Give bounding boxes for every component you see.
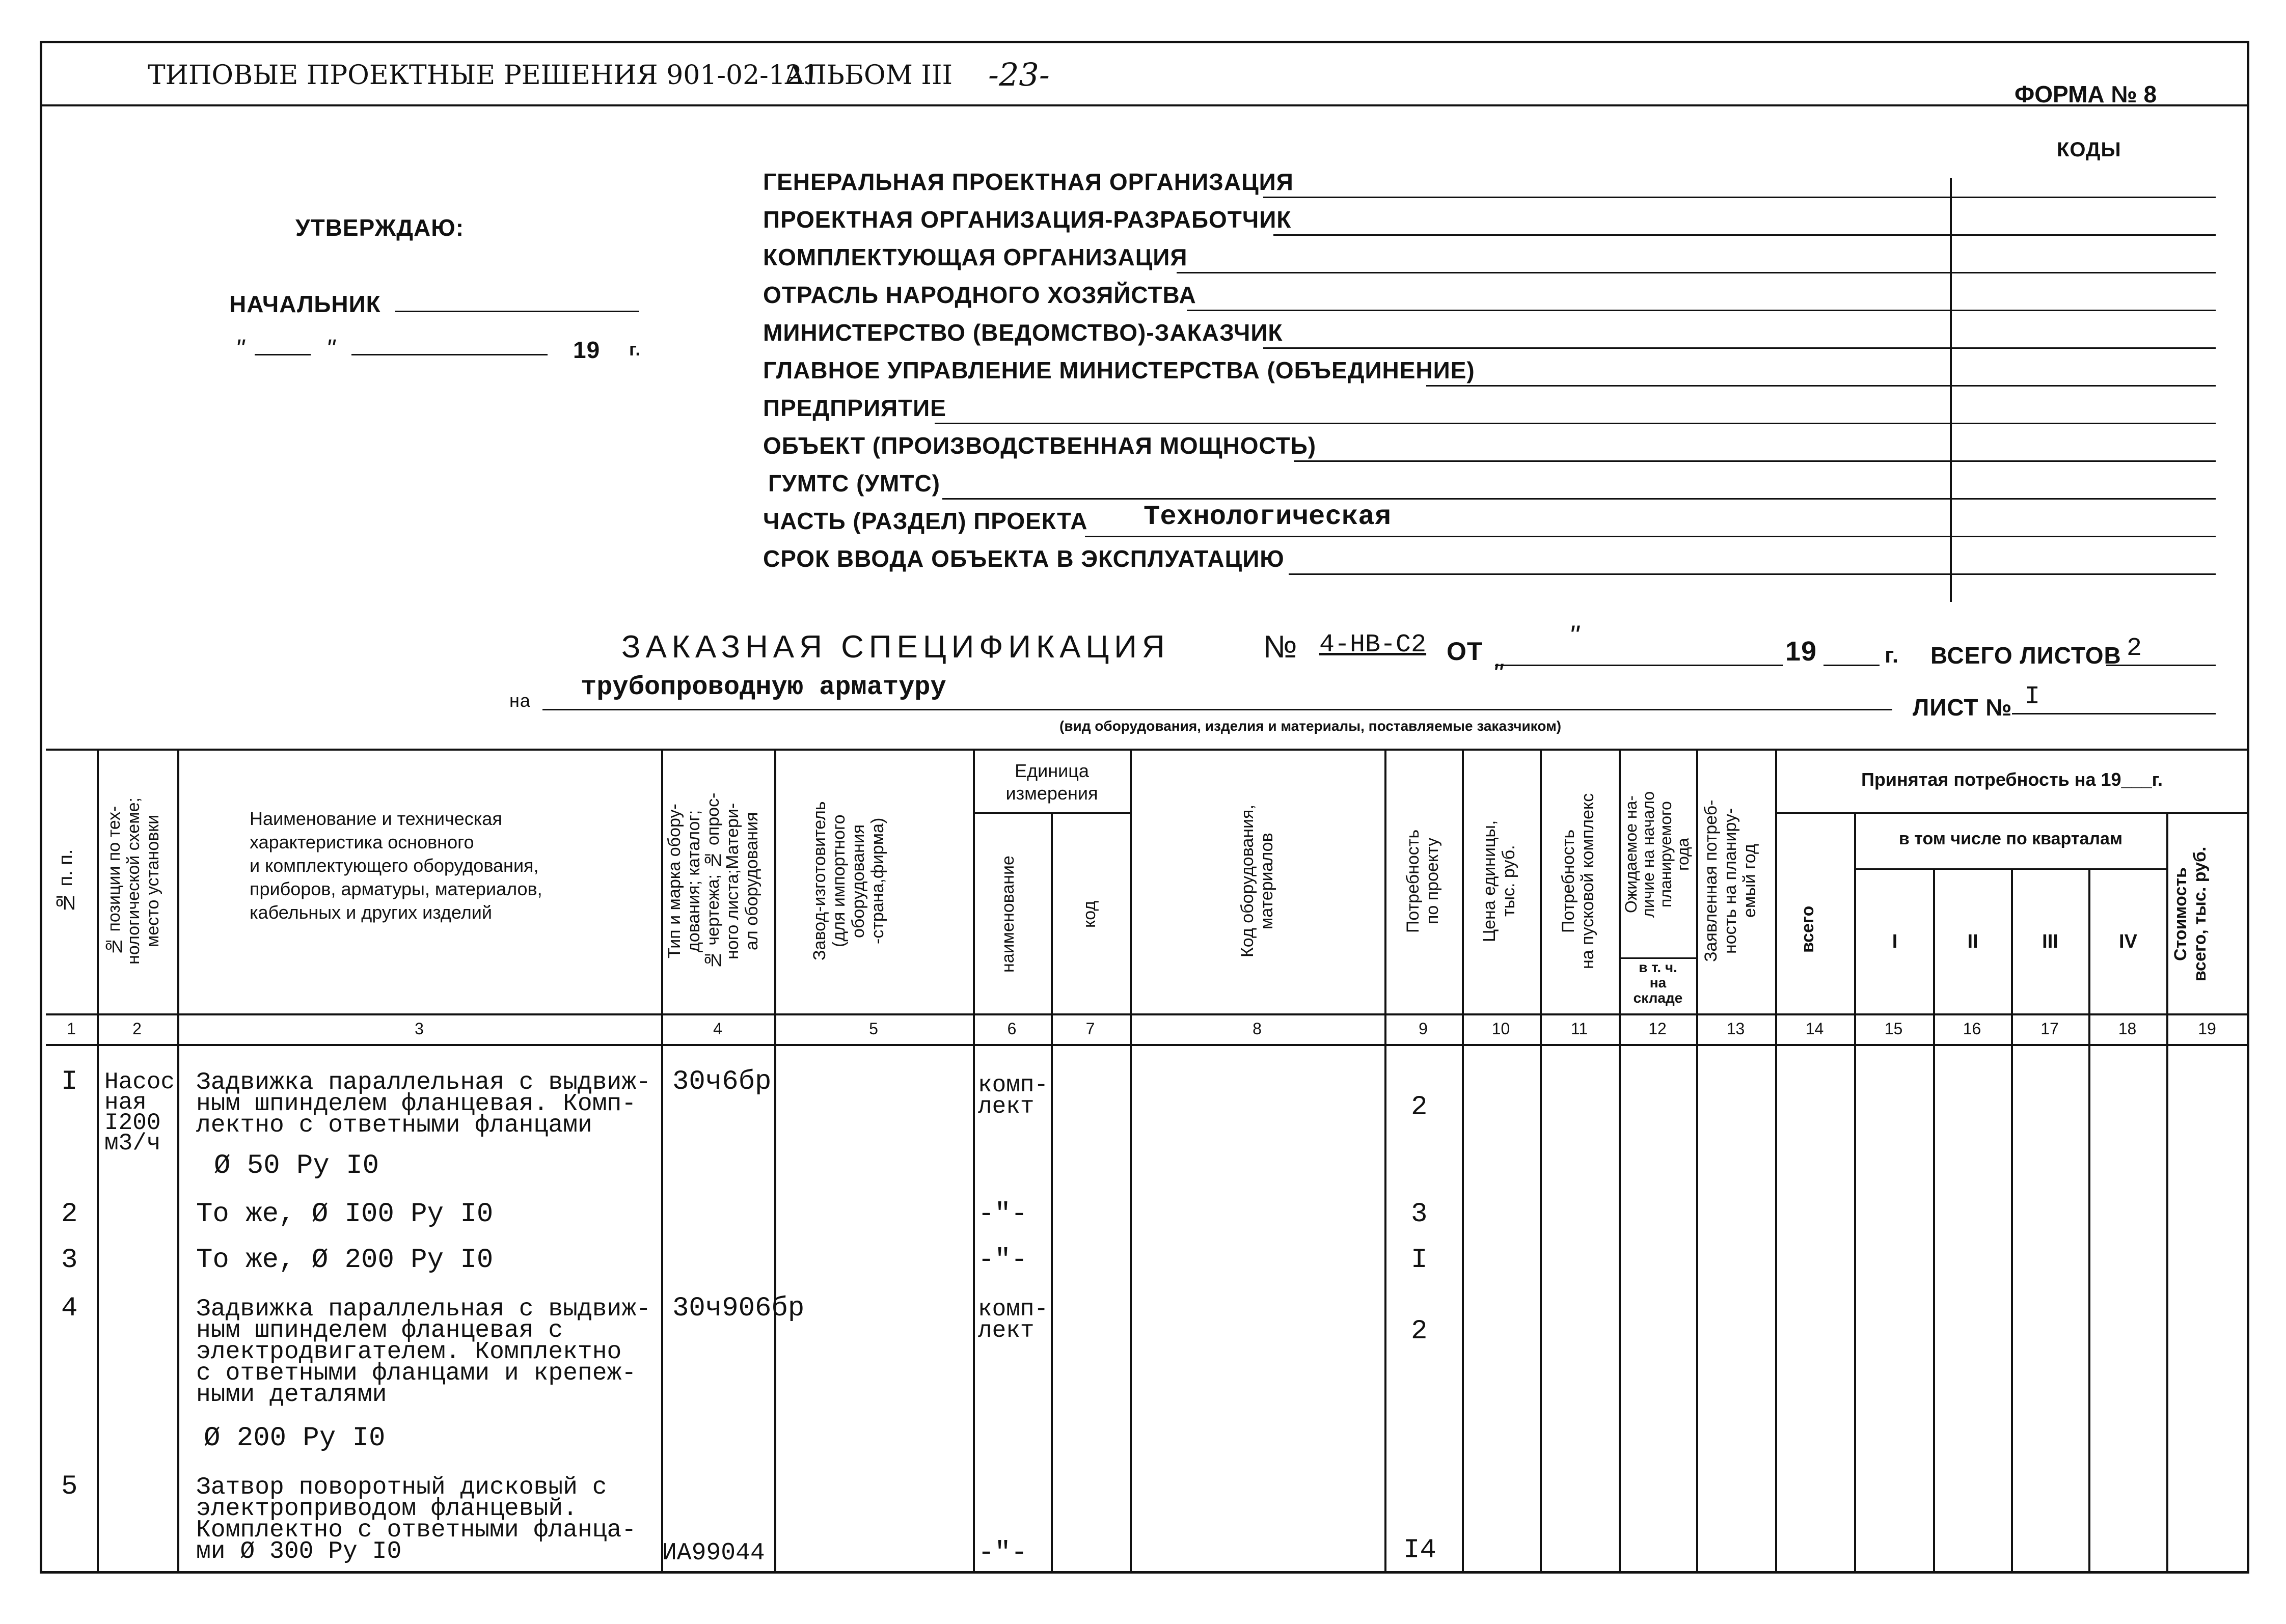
col-1-header: № п. п. <box>55 849 76 913</box>
row-3-name: То же, Ø 200 Ру I0 <box>196 1245 494 1276</box>
org-field-commissioning: СРОК ВВОДА ОБЪЕКТА В ЭКСПЛУАТАЦИЮ <box>763 545 1285 572</box>
spec-subnote: (вид оборудования, изделия и материалы, поставляемые заказчиком) <box>1059 718 1562 734</box>
org-line-project-part <box>1085 536 2216 537</box>
org-line-general <box>1263 197 2216 198</box>
col-line-18 <box>2166 812 2168 1574</box>
date-quote-close: " <box>326 334 335 363</box>
col-9-header: Потребность по проекту <box>1403 829 1442 933</box>
col-8-header: Код оборудования, материалов <box>1238 805 1276 957</box>
col-line-9 <box>1462 749 1464 1574</box>
col-line-10 <box>1540 749 1542 1574</box>
col-line-13 <box>1775 749 1777 1574</box>
row-2-unit: -"- <box>978 1199 1028 1230</box>
spec-title: ЗАКАЗНАЯ СПЕЦИФИКАЦИЯ <box>621 629 1170 665</box>
colnum-17: 17 <box>2040 1020 2059 1038</box>
col-line-6 <box>1051 812 1053 1574</box>
col-2-header: № позиции по тех- нологической схеме; место установки <box>104 797 162 965</box>
unit-group-line <box>973 812 1130 814</box>
colnum-1: 1 <box>67 1020 76 1038</box>
org-field-enterprise: ПРЕДПРИЯТИЕ <box>763 395 946 421</box>
accepted-line <box>1775 812 2249 814</box>
colnum-16: 16 <box>1963 1020 1981 1038</box>
row-3-no: 3 <box>61 1245 78 1276</box>
row-1-type: 30ч6бр <box>672 1066 772 1097</box>
row-1-unit: комп- лект <box>978 1072 1049 1120</box>
col-line-7 <box>1130 749 1132 1574</box>
codes-divider <box>1950 178 1952 602</box>
col-12-header: Ожидаемое на- личие на начало планируемого года <box>1622 791 1692 918</box>
colnum-12: 12 <box>1648 1020 1667 1038</box>
approve-label: УТВЕРЖДАЮ: <box>295 214 465 241</box>
org-line-supplier <box>1177 272 2216 273</box>
spec-on-label: на <box>509 690 531 711</box>
col-line-8 <box>1384 749 1386 1574</box>
org-line-directorate <box>1426 385 2216 387</box>
org-field-directorate: ГЛАВНОЕ УПРАВЛЕНИЕ МИНИСТЕРСТВА (ОБЪЕДИНЕНИЕ) <box>763 357 1475 383</box>
col-14-header: всего <box>1798 905 1817 953</box>
row-5-unit: -"- <box>978 1537 1028 1568</box>
date-month-line <box>351 354 548 355</box>
row-4-qty: 2 <box>1411 1316 1428 1347</box>
colnum-7: 7 <box>1085 1020 1095 1038</box>
spec-date-line <box>1495 665 1783 666</box>
spec-total-value: 2 <box>2127 634 2142 663</box>
colnum-6: 6 <box>1007 1020 1017 1038</box>
spec-sheet-line <box>2012 713 2216 714</box>
col-12b-header: в т. ч. на складе <box>1633 959 1683 1006</box>
spec-on-line <box>542 709 1892 710</box>
colnum-15: 15 <box>1884 1020 1903 1038</box>
series-title: ТИПОВЫЕ ПРОЕКТНЫЕ РЕШЕНИЯ 901-02-121 <box>148 60 820 91</box>
col-line-14 <box>1854 812 1856 1574</box>
quarter-4-header: IV <box>2119 931 2137 952</box>
org-field-industry: ОТРАСЛЬ НАРОДНОГО ХОЗЯЙСТВА <box>763 282 1196 308</box>
org-field-ministry: МИНИСТЕРСТВО (ВЕДОМСТВО)-ЗАКАЗЧИК <box>763 319 1283 346</box>
col-3-header: Наименование и техническая характеристика основного и комплектующего оборудования, приборов, арматуры, материалов, кабельных и других изделий <box>250 808 542 923</box>
col-line-4 <box>774 749 776 1574</box>
page-number: -23- <box>988 56 1050 93</box>
row-4-type: 30ч906бр <box>672 1293 805 1324</box>
spec-year-line <box>1824 665 1880 666</box>
org-line-ministry <box>1263 347 2216 349</box>
row-1-name: Задвижка параллельная с выдвиж- ным шпинделем фланцевая. Комп- лектно с ответными фланцами <box>196 1069 651 1139</box>
spec-total-line <box>2106 665 2216 666</box>
quarter-2-header: II <box>1967 931 1978 952</box>
org-line-developer <box>1273 234 2216 236</box>
form-number: ФОРМА № 8 <box>2015 81 2157 107</box>
col-5-header: Завод-изготовитель (для импортного оборудования -страна,фирма) <box>810 801 887 961</box>
col-7-header: код <box>1080 900 1099 928</box>
approval-year: 19 <box>573 337 601 363</box>
col-line-17 <box>2088 868 2090 1574</box>
col-line-15 <box>1933 868 1935 1574</box>
colnum-9: 9 <box>1419 1020 1428 1038</box>
colnum-18: 18 <box>2118 1020 2137 1038</box>
spec-sheet-label: ЛИСТ № <box>1913 694 2012 721</box>
table-colnum-bottom <box>46 1044 2249 1046</box>
row-2-qty: 3 <box>1411 1199 1428 1230</box>
spec-sheet-value: I <box>2025 682 2040 711</box>
quarter-3-header: III <box>2042 931 2058 952</box>
colnum-11: 11 <box>1570 1020 1588 1038</box>
header-divider <box>40 104 2249 106</box>
row-4-unit: комп- лект <box>978 1296 1049 1344</box>
spec-on-value: трубопроводную арматуру <box>581 672 946 702</box>
date-quote-open: " <box>235 334 244 363</box>
row-4-no: 4 <box>61 1293 78 1324</box>
album-label: АЛЬБОМ III <box>784 60 953 91</box>
row-5-type: ИА99044 <box>662 1539 765 1567</box>
colnum-14: 14 <box>1805 1020 1824 1038</box>
col-line-12 <box>1696 749 1698 1574</box>
col-line-1 <box>97 749 99 1574</box>
org-field-general: ГЕНЕРАЛЬНАЯ ПРОЕКТНАЯ ОРГАНИЗАЦИЯ <box>763 169 1294 195</box>
col-line-3 <box>661 749 663 1574</box>
org-line-object <box>1294 460 2216 462</box>
quarter-1-header: I <box>1892 931 1898 952</box>
colnum-8: 8 <box>1253 1020 1262 1038</box>
org-line-industry <box>1187 310 2216 311</box>
row-3-unit: -"- <box>978 1245 1028 1276</box>
org-field-gumts: ГУМТС (УМТС) <box>768 470 940 497</box>
org-line-gumts <box>942 498 2216 500</box>
row-2-no: 2 <box>61 1199 78 1230</box>
col-10-header: Цена единицы, тыс. руб. <box>1480 820 1518 942</box>
chief-label: НАЧАЛЬНИК <box>229 291 381 317</box>
project-part-value: Технологическая <box>1144 502 1392 533</box>
col-19-header: Стоимость всего, тыс. руб. <box>2171 846 2210 982</box>
col-13-header: Заявленная потреб- ность на планиру- емый год <box>1701 800 1759 962</box>
row-1-no: I <box>61 1066 78 1097</box>
spec-total-label: ВСЕГО ЛИСТОВ <box>1930 642 2121 669</box>
colnum-10: 10 <box>1491 1020 1510 1038</box>
row-1-pos: Насос ная I200 м3/ч <box>104 1069 175 1157</box>
spec-from-label: ОТ <box>1447 637 1483 666</box>
org-field-supplier: КОМПЛЕКТУЮЩАЯ ОРГАНИЗАЦИЯ <box>763 244 1188 270</box>
spec-year: 19 <box>1785 636 1817 667</box>
col-line-5 <box>973 749 975 1574</box>
row-3-qty: I <box>1411 1245 1428 1276</box>
colnum-4: 4 <box>713 1020 722 1038</box>
colnum-2: 2 <box>132 1020 142 1038</box>
col-line-16 <box>2011 868 2013 1574</box>
c12-split-line <box>1619 957 1696 959</box>
colnum-5: 5 <box>869 1020 878 1038</box>
col-line-2 <box>177 749 179 1574</box>
col-4-header: Тип и марка обору- дования; каталог; № чертежа; № опрос- ного листа;Матери- ал оборудования <box>665 792 761 970</box>
col-line-11 <box>1619 749 1621 1574</box>
chief-signature-line <box>395 311 639 312</box>
row-5-no: 5 <box>61 1471 78 1502</box>
spec-quote-1: " <box>1569 619 1579 651</box>
row-4-size: Ø 200 Ру I0 <box>204 1423 386 1454</box>
approval-g: г. <box>629 339 641 360</box>
row-2-name: То же, Ø I00 Ру I0 <box>196 1199 494 1230</box>
org-field-object: ОБЪЕКТ (ПРОИЗВОДСТВЕННАЯ МОЩНОСТЬ) <box>763 432 1317 459</box>
colnum-13: 13 <box>1726 1020 1745 1038</box>
quarters-header: в том числе по кварталам <box>1898 829 2123 848</box>
col-11-header: Потребность на пусковой комплекс <box>1559 793 1597 969</box>
accepted-header: Принятая потребность на 19___г. <box>1861 769 2163 790</box>
org-line-commissioning <box>1289 573 2216 575</box>
org-field-project-part: ЧАСТЬ (РАЗДЕЛ) ПРОЕКТА <box>763 508 1088 534</box>
quarters-line <box>1854 868 2166 870</box>
unit-group-header: Единица измерения <box>1005 760 1098 804</box>
org-field-developer: ПРОЕКТНАЯ ОРГАНИЗАЦИЯ-РАЗРАБОТЧИК <box>763 206 1292 233</box>
spec-no-label: № <box>1263 629 1297 665</box>
col-6-header: наименование <box>998 856 1018 973</box>
spec-g: г. <box>1885 643 1899 668</box>
colnum-19: 19 <box>2198 1020 2216 1038</box>
row-5-qty: I4 <box>1403 1535 1436 1566</box>
spec-quote-2: " <box>1492 657 1503 690</box>
org-line-enterprise <box>935 423 2216 424</box>
row-5-name: Затвор поворотный дисковый с электроприводом фланцевый. Комплектно с ответными фланца- ми Ø 300 Ру I0 <box>196 1474 637 1565</box>
row-1-size: Ø 50 Ру I0 <box>214 1150 379 1181</box>
row-1-qty: 2 <box>1411 1092 1428 1123</box>
row-4-name: Задвижка параллельная с выдвиж- ным шпинделем фланцевая с электродвигателем. Комплектно с ответными фланцами и крепеж- ными деталями <box>196 1296 651 1409</box>
codes-label: КОДЫ <box>2057 139 2121 161</box>
table-top-line <box>46 749 2249 751</box>
spec-no-value: 4-НВ-С2 <box>1319 630 1427 659</box>
table-header-bottom <box>46 1013 2249 1015</box>
date-day-line <box>255 354 311 355</box>
colnum-3: 3 <box>415 1020 424 1038</box>
